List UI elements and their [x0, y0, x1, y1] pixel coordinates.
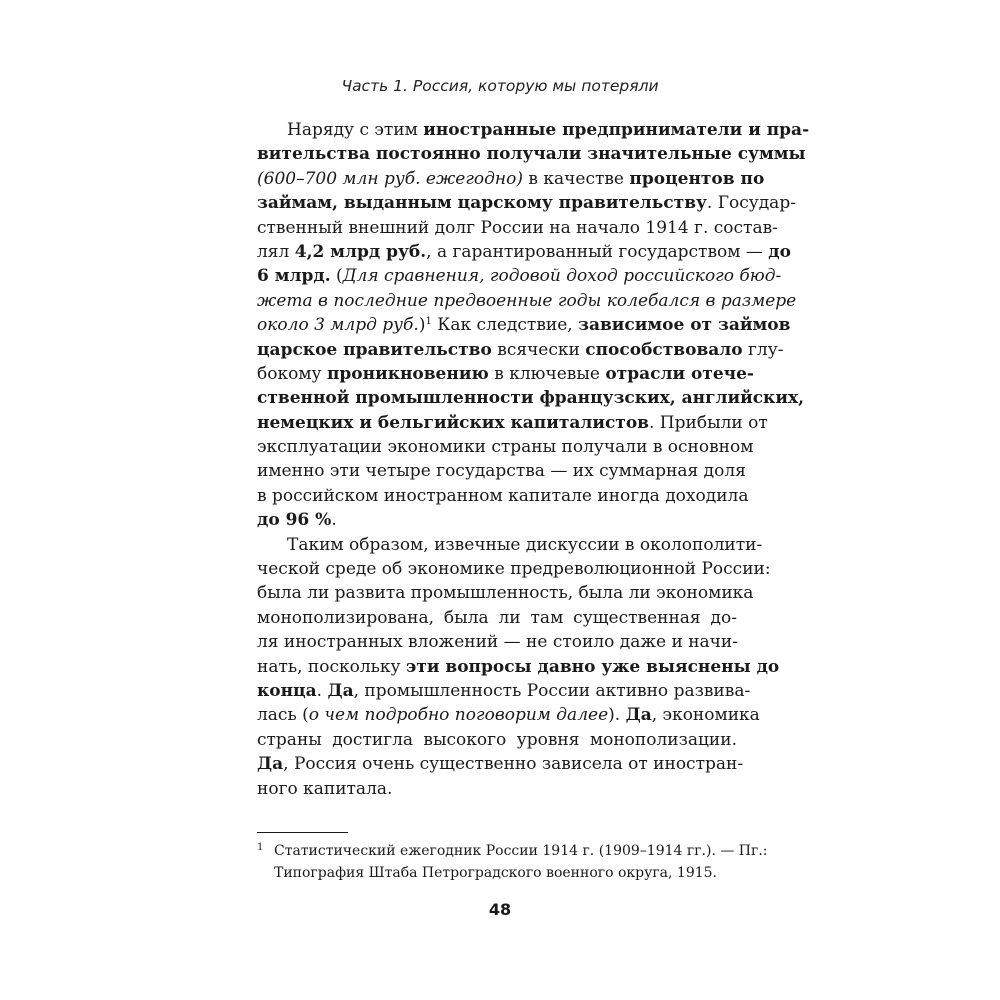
text-run: . [316, 680, 328, 701]
text-run: . Прибыли от [649, 412, 768, 433]
text-run: немецких и бельгийских капиталистов [257, 412, 649, 433]
text-run: Наряду с этим [287, 120, 424, 140]
text-run: отрасли отече- [605, 363, 754, 384]
text-run: ственный внешний долг России на начало 1914 г. состав- [257, 217, 778, 238]
text-run: монополизирована, была ли там существенная до- [257, 607, 737, 628]
text-line [257, 191, 796, 215]
text-line [257, 581, 754, 605]
text-line [257, 216, 778, 240]
text-line [257, 557, 771, 581]
text-run: Таким образом, извечные дискуссии в околополити- [287, 534, 763, 555]
text-line [257, 459, 746, 483]
text-line [257, 606, 737, 630]
text-run: до [768, 241, 791, 262]
running-head: Часть 1. Россия, которую мы потеряли [341, 77, 659, 95]
text-run: всячески [491, 339, 586, 360]
text-run: займам, выданным царскому правительству [257, 193, 707, 214]
text-run: о чем подробно поговорим далее [308, 705, 609, 726]
text-run: лял [257, 241, 295, 262]
footnote [257, 840, 768, 884]
text-run: процентов по [629, 168, 765, 189]
text-run: эти вопросы давно уже выяснены до [405, 656, 780, 677]
text-run: в ключевые [488, 363, 606, 384]
text-run: Да [327, 680, 354, 701]
text-run: 4,2 млрд руб. [294, 241, 427, 262]
text-run: царское правительство [257, 339, 492, 360]
text-line [257, 752, 744, 776]
text-run: проникновению [326, 363, 489, 384]
text-run: ). [608, 705, 626, 726]
text-run: ственной промышленности французских, английских, [257, 388, 804, 409]
text-run: . [331, 510, 337, 531]
text-run: ля иностранных вложений — не стоило даже и начи- [257, 632, 738, 653]
text-run: бокому [257, 363, 327, 384]
text-run: Да [625, 705, 652, 726]
text-run: конца [257, 680, 317, 701]
text-line [257, 508, 737, 532]
text-line [257, 362, 754, 386]
text-run: ( [330, 266, 343, 287]
text-run: ческой среде об экономике предреволюционной России: [257, 559, 771, 580]
text-run: Да [257, 754, 284, 775]
text-line [257, 240, 791, 264]
text-line [257, 338, 784, 362]
paragraph-1 [257, 118, 810, 533]
text-run: 6 млрд. [257, 266, 331, 287]
text-run: , Россия очень существенно зависела от иностран- [283, 754, 744, 775]
footnote-line [257, 840, 768, 862]
text-run: , экономика [651, 705, 760, 726]
text-line [257, 630, 737, 654]
text-line [257, 313, 791, 337]
text-run: ного капитала. [257, 778, 393, 799]
text-run: в российском иностранном капитале иногда доходила [257, 485, 749, 506]
text-run: эксплуатации экономики страны получали в основном [257, 437, 754, 458]
text-run: , а гарантированный государством — [426, 241, 769, 262]
text-line [257, 777, 737, 801]
text-run: около 3 млрд руб. [257, 315, 419, 336]
text-line [257, 411, 768, 435]
text-line [257, 289, 797, 313]
text-line [257, 264, 782, 288]
text-run: ) [418, 315, 426, 336]
footnote-text: Статистический ежегодник России 1914 г. (1909–1914 гг.). — Пг.: [274, 843, 768, 859]
text-line [257, 679, 751, 703]
text-line [257, 142, 806, 166]
text-line [257, 386, 804, 410]
text-run: способствовало [585, 339, 743, 360]
text-run: Для сравнения, годовой доход российского бюд- [342, 266, 782, 287]
text-run: глу- [742, 339, 784, 360]
footnote-line [257, 862, 737, 884]
text-run: вительства постоянно получали значительные суммы [257, 144, 806, 165]
paragraph-2 [257, 533, 780, 801]
text-line [257, 435, 754, 459]
text-run: именно эти четыре государства — их суммарная доля [257, 461, 746, 482]
text-run: лась ( [257, 705, 309, 726]
text-run: была ли развита промышленность, была ли экономика [257, 583, 754, 604]
page-number: 48 [488, 900, 512, 919]
text-line [257, 167, 765, 191]
text-run: в качестве [523, 168, 630, 189]
text-line [257, 533, 763, 557]
text-run: страны достигла высокого уровня монополизации. [257, 729, 737, 750]
text-line [257, 703, 760, 727]
text-run: (600–700 млн руб. ежегодно) [257, 168, 523, 189]
footnote-text: Типография Штаба Петроградского военного округа, 1915. [274, 865, 718, 881]
text-line [257, 118, 810, 142]
text-run: Как следствие, [431, 315, 579, 336]
footnote-divider [257, 832, 348, 833]
text-line [257, 728, 737, 752]
text-run: . Государ- [706, 193, 796, 214]
text-line [257, 484, 749, 508]
text-run: нать, поскольку [257, 656, 406, 677]
footnote-reference: 1 [425, 316, 432, 328]
body-text [257, 118, 810, 801]
footnote-number: 1 [257, 842, 264, 853]
text-run: жета в последние предвоенные годы колебался в размере [257, 290, 797, 311]
text-run: до 96 % [257, 510, 332, 531]
text-line [257, 655, 780, 679]
text-run: , промышленность России активно развива- [353, 680, 751, 701]
text-run: иностранные предприниматели и пра- [423, 120, 810, 140]
text-run: зависимое от займов [578, 315, 791, 336]
